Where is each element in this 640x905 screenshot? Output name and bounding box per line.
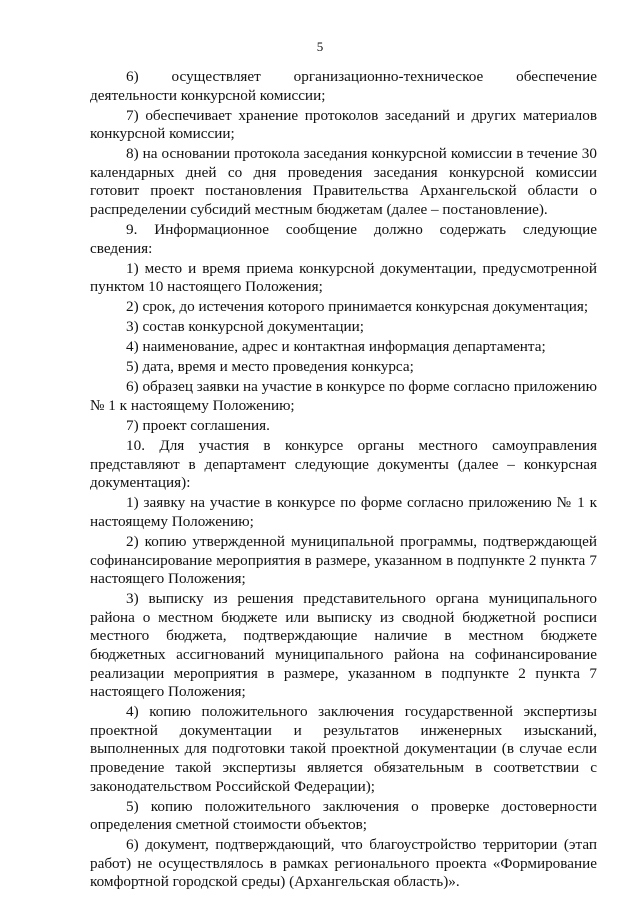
list-item: 6) осуществляет организационно-техническое обеспечение деятельности конкурсной комиссии; (90, 68, 597, 104)
document-body (90, 68, 597, 893)
list-item: 2) копию утвержденной муниципальной программы, подтверждающей софинансирование мероприятия в размере, указанном в подпункте 2 пункта 7 настоящего Положения; (90, 532, 597, 588)
list-item: 2) срок, до истечения которого принимается конкурсная документация; (126, 298, 589, 316)
list-item: 3) выписку из решения представительного органа муниципального района о местном бюджете или выписку из сводной бюджетной росписи местного бюджета, подтверждающие наличие в местном бюджете бюджетных ассигнований муниципального района на софинансирование реализации мероприятия в размере, указанном в подпункте 2 пункта 7 настоящего Положения; (90, 590, 597, 701)
list-item: 4) копию положительного заключения государственной экспертизы проектной документации и результатов инженерных изысканий, выполненных для подготовки такой проектной документации (в случае если проведение такой экспертизы является обязательным в соответствии с законодательством Российской Федерации); (90, 703, 597, 795)
section-heading: 10. Для участия в конкурсе органы местного самоуправления представляют в департамент следующие документы (далее – конкурсная документация): (90, 437, 597, 492)
page-number: 5 (316, 39, 324, 54)
list-item: 5) копию положительного заключения о проверке достоверности определения сметной стоимости объектов; (90, 797, 597, 834)
list-item: 3) состав конкурсной документации; (126, 318, 365, 336)
list-item: 5) дата, время и место проведения конкурса; (126, 358, 414, 376)
list-item: 1) заявку на участие в конкурсе по форме согласно приложению № 1 к настоящему Положению; (90, 494, 597, 530)
list-item: 1) место и время приема конкурсной документации, предусмотренной пунктом 10 настоящего Положения; (90, 259, 597, 296)
list-item: 8) на основании протокола заседания конкурсной комиссии в течение 30 календарных дней со дня проведения заседания конкурсной комиссии готовит проект постановления Правительства Архангельской области о распределении субсидий местным бюджетам (далее – постановление). (90, 145, 597, 219)
list-item: 7) обеспечивает хранение протоколов заседаний и других материалов конкурсной комиссии; (90, 106, 597, 143)
section-heading: 9. Информационное сообщение должно содержать следующие сведения: (90, 221, 597, 257)
list-item: 7) проект соглашения. (126, 417, 270, 435)
list-item: 6) документ, подтверждающий, что благоустройство территории (этап работ) не осуществлялось в рамках регионального проекта «Формирование комфортной городской среды) (Архангельская область)». (90, 836, 597, 891)
list-item: 4) наименование, адрес и контактная информация департамента; (126, 338, 546, 356)
list-item: 6) образец заявки на участие в конкурсе по форме согласно приложению № 1 к настоящему Положению; (90, 378, 597, 415)
